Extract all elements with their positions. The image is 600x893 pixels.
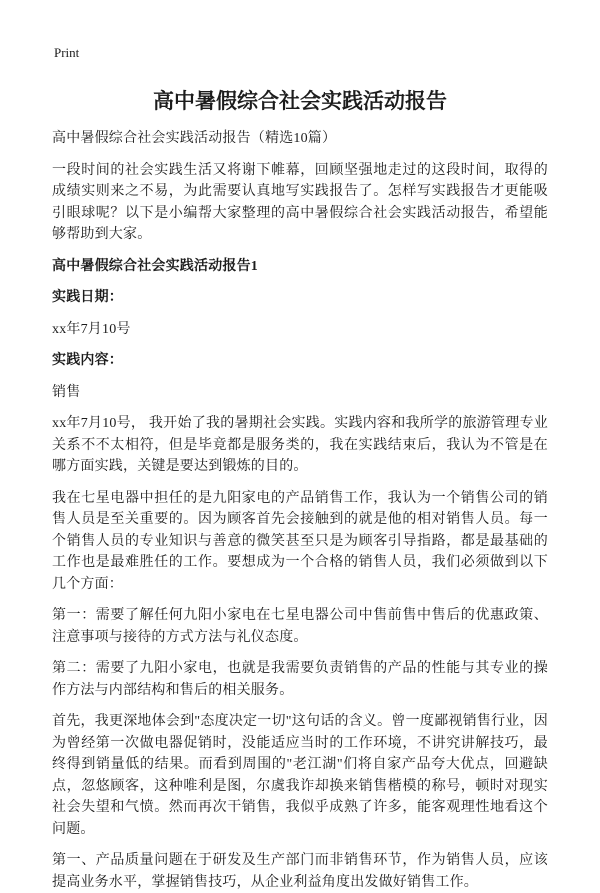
print-button[interactable]: Print bbox=[54, 45, 80, 60]
document-subtitle: 高中暑假综合社会实践活动报告（精选10篇） bbox=[52, 131, 337, 146]
body-paragraph-attitude: 首先，我更深地体会到"态度决定一切"这句话的含义。曾一度鄙视销售行业，因为曾经第一次做电器促销时，没能适应当时的工作环境，不讲究讲解技巧，最终得到销量低的结果。而看到周围的"老江湖"们将自家产品夸大优点，回避缺点，忽悠顾客，这种唯利是图，尔虞我诈却换来销售楷模的称号，顿时对现实社会失望和气愤。然而再次干销售，我似乎成熟了许多，能客观理性地看这个问题。 bbox=[52, 714, 548, 837]
body-paragraph-point-1: 第一：需要了解任何九阳小家电在七星电器公司中售前售中售后的优惠政策、注意事项与接待的方式方法与礼仪态度。 bbox=[52, 608, 548, 645]
body-paragraph-start: xx年7月10号， 我开始了我的暑期社会实践。实践内容和我所学的旅游管理专业关系不不太相符，但是毕竟都是服务类的，我在实践结束后，我认为不管是在哪方面实践，关键是要达到锻炼的目的。 bbox=[52, 416, 548, 474]
practice-date-value: xx年7月10号 bbox=[52, 321, 131, 337]
body-paragraph-quality: 第一、产品质量问题在于研发及生产部门而非销售环节，作为销售人员，应该提高业务水平，掌握销售技巧，从企业利益角度出发做好销售工作。 bbox=[52, 853, 548, 890]
body-paragraph-point-2: 第二：需要了九阳小家电，也就是我需要负责销售的产品的性能与其专业的操作方法与内部结构和售后的相关服务。 bbox=[52, 661, 548, 698]
body-paragraph-sales-role: 我在七星电器中担任的是九阳家电的产品销售工作，我认为一个销售公司的销售人员是至关重要的。因为顾客首先会接触到的就是他的相对销售人员。每一个销售人员的专业知识与善意的微笑甚至只是为顾客引导指路，都是最基础的工作也是最难胜任的工作。要想成为一个合格的销售人员，我们必须做到以下几个方面： bbox=[52, 490, 548, 592]
section-heading-report-1: 高中暑假综合社会实践活动报告1 bbox=[52, 258, 258, 274]
label-practice-content: 实践内容： bbox=[52, 353, 123, 368]
intro-paragraph: 一段时间的社会实践生活又将谢下帷幕，回顾坚强地走过的这段时间，取得的成绩实则来之不易，为此需要认真地写实践报告了。怎样写实践报告才更能吸引眼球呢？以下是小编帮大家整理的高中暑假综合社会实践活动报告，希望能够帮助到大家。 bbox=[52, 162, 548, 242]
practice-content-value: 销售 bbox=[52, 384, 81, 400]
label-practice-date: 实践日期： bbox=[52, 290, 123, 305]
page-title: 高中暑假综合社会实践活动报告 bbox=[153, 89, 447, 113]
